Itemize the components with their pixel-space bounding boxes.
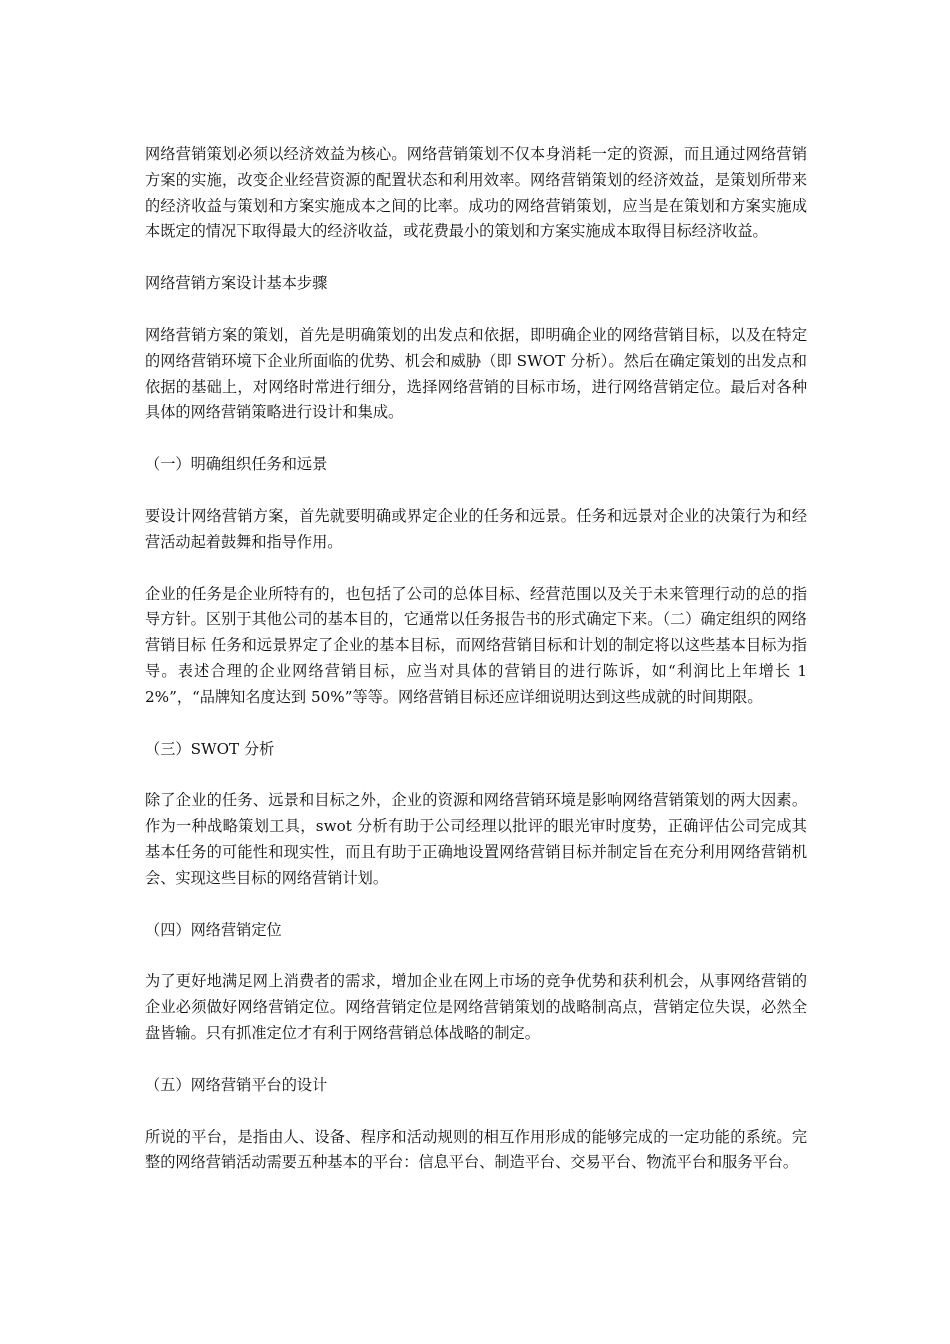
paragraph-mission-intro: 要设计网络营销方案，首先就要明确或界定企业的任务和远景。任务和远景对企业的决策行为和经营活动起着鼓舞和指导作用。 [145, 506, 807, 551]
section-heading-platform-design: （五）网络营销平台的设计 [145, 1075, 328, 1094]
paragraph-gap [145, 762, 807, 788]
paragraph-economic-benefit: 网络营销策划必须以经济效益为核心。网络营销策划不仅本身消耗一定的资源，而且通过网络营销方案的实施，改变企业经营资源的配置状态和利用效率。网络营销策划的经济效益，是策划所带来的经济收益与策划和方案实施成本之间的比率。成功的网络营销策划，应当是在策划和方案实施成本既定的情况下取得最大的经济收益，或花费最小的策划和方案实施成本取得目标经济收益。 [145, 145, 807, 241]
paragraph-gap [145, 892, 807, 918]
paragraph-gap [145, 943, 807, 969]
paragraph-mission-goals: 企业的任务是企业所特有的，也包括了公司的总体目标、经营范围以及关于未来管理行动的总的指导方针。区别于其他公司的基本目的，它通常以任务报告书的形式确定下来。（二）确定组织的网络营销目标 任务和远景界定了企业的基本目标，而网络营销目标和计划的制定将以这些基本目标为指导。表述合理的企业网络营销目标，应当对具体的营销目的进行陈诉，如“利润比上年增长 12%”，“品牌知名度达到 50%”等等。网络营销目标还应详细说明达到这些成就的时间期限。 [145, 584, 807, 706]
document-body [145, 142, 807, 1176]
paragraph-gap [145, 426, 807, 452]
paragraph-gap [145, 478, 807, 504]
paragraph-gap [145, 1099, 807, 1125]
paragraph-swot: 除了企业的任务、远景和目标之外，企业的资源和网络营销环境是影响网络营销策划的两大因素。作为一种战略策划工具，swot 分析有助于公司经理以批评的眼光审时度势，正确评估公司完成其基本任务的可能性和现实性，而且有助于正确地设置网络营销目标并制定旨在充分利用网络营销机会、实现这些目标的网络营销计划。 [145, 791, 807, 887]
paragraph-gap [145, 556, 807, 582]
section-heading-mission-vision: （一）明确组织任务和远景 [145, 455, 328, 474]
paragraph-gap [145, 245, 807, 271]
section-heading-basic-steps: 网络营销方案设计基本步骤 [145, 274, 328, 293]
paragraph-platform: 所说的平台，是指由人、设备、程序和活动规则的相互作用形成的能够完成的一定功能的系统。完整的网络营销活动需要五种基本的平台：信息平台、制造平台、交易平台、物流平台和服务平台。 [145, 1127, 807, 1172]
paragraph-gap [145, 1047, 807, 1073]
section-heading-positioning: （四）网络营销定位 [145, 920, 282, 939]
paragraph-planning-overview: 网络营销方案的策划，首先是明确策划的出发点和依据，即明确企业的网络营销目标，以及在特定的网络营销环境下企业所面临的优势、机会和威胁（即 SWOT 分析）。然后在确定策划的出发点和依据的基础上，对网络时常进行细分，选择网络营销的目标市场，进行网络营销定位。最后对各种具体的网络营销策略进行设计和集成。 [145, 325, 807, 422]
paragraph-positioning: 为了更好地满足网上消费者的需求，增加企业在网上市场的竞争优势和获利机会，从事网络营销的企业必须做好网络营销定位。网络营销定位是网络营销策划的战略制高点，营销定位失误，必然全盘皆输。只有抓准定位才有利于网络营销总体战略的制定。 [145, 972, 807, 1042]
section-heading-swot: （三）SWOT 分析 [145, 739, 275, 758]
paragraph-gap [145, 297, 807, 323]
paragraph-gap [145, 711, 807, 737]
